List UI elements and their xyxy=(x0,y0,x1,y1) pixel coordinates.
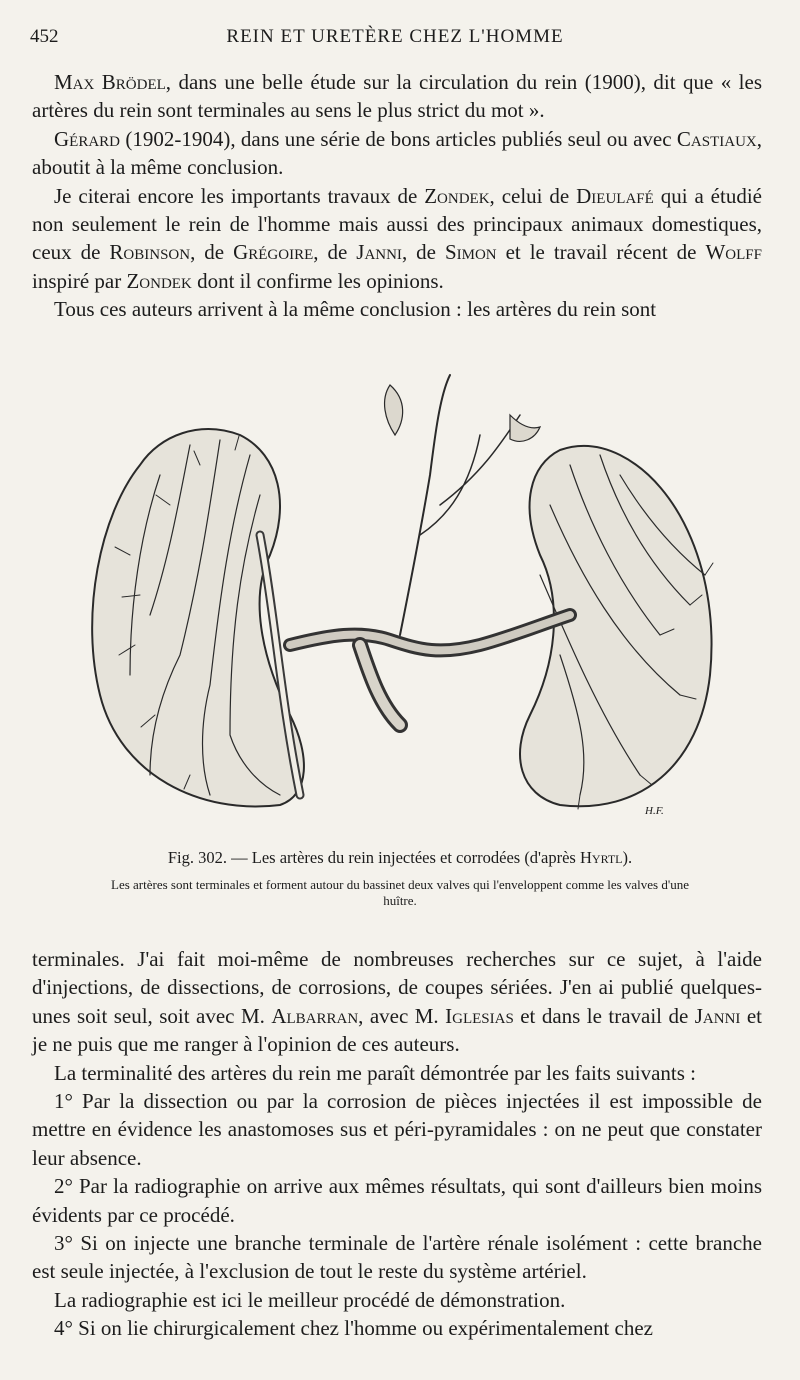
paragraph-fact-1: 1° Par la dissection ou par la corrosion de pièces injectées il est impossible de mettre en évidence les anastomoses sus et péri-pyramidales : on ne peut que constater leur absence. xyxy=(32,1089,762,1170)
paragraph-research: terminales. J'ai fait moi-même de nombreuses recherches sur ce sujet, à l'aide d'injections, de dissections, de corrosions, de coupes sériées. J'en ai publié quelques-unes soit seul, soit avec M. Albarran, avec M. Iglesias et dans le travail de Janni et je ne puis que me ranger à l'opinion de ces auteurs. xyxy=(32,947,763,1057)
paragraph-terminality: La terminalité des artères du rein me paraît démontrée par les faits suivants : xyxy=(54,1060,697,1085)
paragraph-fact-2: 2° Par la radiographie on arrive aux mêmes résultats, qui sont d'ailleurs bien moins évidents par ce procédé. xyxy=(32,1174,762,1227)
page-number: 452 xyxy=(30,26,59,47)
renal-artery-drawing xyxy=(290,375,570,725)
paragraph-gerard: Gérard (1902-1904), dans une série de bons articles publiés seul ou avec Castiaux, aboutit à la même conclusion. xyxy=(32,126,762,180)
paragraph-brodel: Max Brödel, dans une belle étude sur la circulation du rein (1900), dit que « les artères du rein sont terminales au sens le plus strict du mot ». xyxy=(32,70,763,123)
running-title: REIN ET URETÈRE CHEZ L'HOMME xyxy=(226,26,564,47)
figure-caption-description: Les artères sont terminales et forment autour du bassinet deux valves qui l'enveloppent comme les valves d'une huître. xyxy=(111,877,689,908)
top-text-block xyxy=(32,68,762,324)
page-header xyxy=(30,26,760,52)
author-name: Gérard xyxy=(54,126,121,151)
paragraph-fact-3: 3° Si on injecte une branche terminale de l'artère rénale isolément : cette branche est seule injectée, à l'exclusion de tout le reste du système artériel. xyxy=(32,1231,762,1284)
figure-caption: Fig. 302. — Les artères du rein injectées et corrodées (d'après Hyrtl). xyxy=(167,848,633,867)
paragraph-citations: Je citerai encore les importants travaux de Zondek, celui de Dieulafé qui a étudié non seulement le rein de l'homme mais aussi des principaux animaux domestiques, ceux de Robinson, de Grégoire, de Janni, de Simon et le travail récent de Wolff inspiré par Zondek dont il confirme les opinions. xyxy=(32,183,762,293)
bottom-text-block xyxy=(32,945,762,1343)
paragraph-radiography: La radiographie est ici le meilleur procédé de démonstration. xyxy=(54,1287,566,1312)
paragraph-fact-4: 4° Si on lie chirurgicalement chez l'homme ou expérimentalement chez xyxy=(54,1316,653,1341)
engraver-signature: H.F. xyxy=(645,805,664,817)
kidney-arteries-illustration xyxy=(60,355,740,835)
paragraph-conclusion: Tous ces auteurs arrivent à la même conclusion : les artères du rein sont xyxy=(54,297,657,322)
author-name: Max Brödel xyxy=(54,70,166,94)
caption-author: Hyrtl xyxy=(579,848,623,867)
author-name: Castiaux xyxy=(676,126,757,151)
left-kidney-drawing xyxy=(92,429,304,806)
